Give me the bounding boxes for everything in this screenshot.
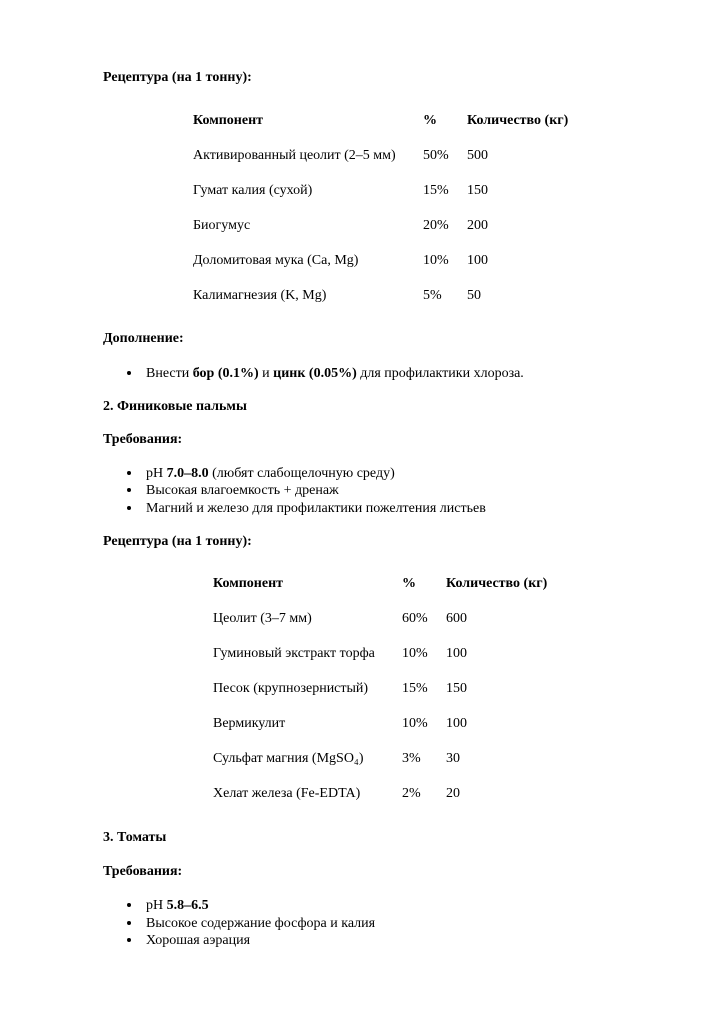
recipe-table-1 (193, 103, 587, 313)
table-row (213, 706, 566, 741)
quantity-cell: 600 (446, 611, 467, 626)
recipe-table-2 (213, 566, 566, 811)
recipe-heading-1: Рецептура (на 1 тонну): (103, 70, 252, 85)
quantity-cell: 100 (446, 716, 467, 731)
text-span: для профилактики хлороза. (356, 366, 524, 381)
bullet-icon (127, 938, 131, 942)
bullet-icon (127, 488, 131, 492)
column-header-quantity: Количество (кг) (467, 113, 569, 128)
table-row (193, 208, 587, 243)
component-cell: Гумат калия (сухой) (193, 183, 313, 198)
quantity-cell: 20 (446, 786, 460, 801)
requirement-item: Высокая влагоемкость + дренаж (146, 483, 339, 498)
bullet-icon (127, 506, 131, 510)
requirement-item: Хорошая аэрация (146, 933, 251, 948)
percent-cell: 20% (423, 218, 449, 233)
column-header-percent: % (402, 576, 416, 591)
bold-text: бор (0.1%) (192, 366, 259, 381)
quantity-cell: 100 (446, 646, 467, 661)
percent-cell: 15% (402, 681, 428, 696)
column-header-quantity: Количество (кг) (446, 576, 548, 591)
quantity-cell: 50 (467, 288, 481, 303)
column-header-component: Компонент (213, 576, 284, 591)
requirements-heading-3: Требования: (103, 864, 183, 879)
quantity-cell: 150 (446, 681, 467, 696)
quantity-cell: 100 (467, 253, 488, 268)
table-header-row (213, 566, 566, 601)
bullet-icon (127, 903, 131, 907)
requirements-heading-2: Требования: (103, 432, 183, 447)
requirement-item: Магний и железо для профилактики пожелтения листьев (146, 501, 486, 516)
component-cell: Доломитовая мука (Ca, Mg) (193, 253, 359, 268)
percent-cell: 10% (402, 646, 428, 661)
component-cell: Вермикулит (213, 716, 286, 731)
table-row (213, 741, 566, 776)
table-header-row (193, 103, 587, 138)
percent-cell: 3% (402, 751, 421, 766)
text-span: pH (146, 898, 167, 913)
table-row (193, 243, 587, 278)
percent-cell: 5% (423, 288, 442, 303)
addition-list-item (146, 365, 524, 382)
text-span: pH (146, 466, 167, 481)
section-title-3: 3. Томаты (103, 830, 167, 845)
component-cell: Хелат железа (Fe-EDTA) (213, 786, 361, 801)
bold-text: 7.0–8.0 (166, 466, 209, 481)
requirement-item (146, 465, 395, 482)
table-row (193, 173, 587, 208)
table-row (213, 601, 566, 636)
bold-text: 5.8–6.5 (166, 898, 209, 913)
quantity-cell: 500 (467, 148, 488, 163)
quantity-cell: 150 (467, 183, 488, 198)
section-title-2: 2. Финиковые пальмы (103, 399, 247, 414)
quantity-cell: 30 (446, 751, 460, 766)
percent-cell: 10% (423, 253, 449, 268)
table-row (213, 636, 566, 671)
requirement-item: Высокое содержание фосфора и калия (146, 916, 376, 931)
bullet-icon (127, 471, 131, 475)
text-span: и (258, 366, 274, 381)
recipe-heading-2: Рецептура (на 1 тонну): (103, 534, 252, 549)
bold-text: цинк (0.05%) (273, 366, 357, 381)
component-cell: Калимагнезия (K, Mg) (193, 288, 327, 303)
percent-cell: 2% (402, 786, 421, 801)
component-cell: Гуминовый экстракт торфа (213, 646, 375, 661)
percent-cell: 15% (423, 183, 449, 198)
percent-cell: 60% (402, 611, 428, 626)
column-header-percent: % (423, 113, 437, 128)
table-row (213, 671, 566, 706)
table-row (193, 278, 587, 313)
bullet-icon (127, 371, 131, 375)
component-cell: Песок (крупнозернистый) (213, 681, 369, 696)
column-header-component: Компонент (193, 113, 264, 128)
component-cell: Активированный цеолит (2–5 мм) (193, 148, 396, 163)
component-cell: Биогумус (193, 218, 251, 233)
text-span: (любят слабощелочную среду) (208, 466, 395, 481)
bullet-icon (127, 921, 131, 925)
table-row (193, 138, 587, 173)
text-span: Внести (146, 366, 193, 381)
table-row (213, 776, 566, 811)
addition-heading: Дополнение: (103, 331, 184, 346)
requirement-item (146, 897, 209, 914)
percent-cell: 10% (402, 716, 428, 731)
component-cell: Сульфат магния (MgSO₄) (213, 751, 364, 766)
quantity-cell: 200 (467, 218, 488, 233)
component-cell: Цеолит (3–7 мм) (213, 611, 312, 626)
percent-cell: 50% (423, 148, 449, 163)
